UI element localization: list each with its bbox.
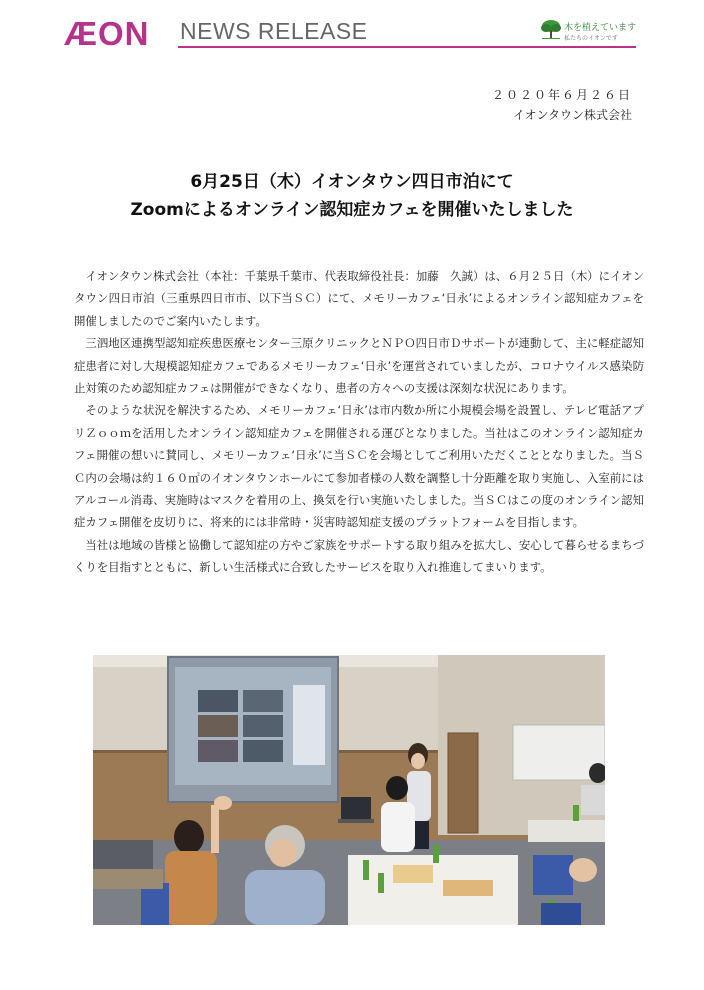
tree-planting-badge: [540, 18, 640, 44]
paragraph-4: 当社は地域の皆様と協働して認知症の方やご家族をサポートする取り組みを拡大し、安心して暮らせるまちづくりを目指すとともに、新しい生活様式に合致したサービスを取り入れ推進してまいります。: [74, 537, 644, 575]
header-divider: [178, 46, 636, 48]
header: [0, 0, 704, 60]
tree-sublabel: 私たちのイオンです: [564, 35, 618, 42]
tree-label: 木を植えています: [564, 23, 637, 33]
release-date: ２０２０年６月２６日: [491, 88, 632, 102]
paragraph-2: 三泗地区連携型認知症疾患医療センター三原クリニックとＮＰＯ四日市Ｄサポートが連動して、主に軽症認知症患者に対し大規模認知症カフェであるメモリーカフェ‘日永’を運営されていましたが、コロナウイルス感染防止対策のため認知症カフェは開催ができなくなり、患者の方々への支援は深刻な状況にあります。: [74, 336, 644, 396]
tree-icon: [540, 18, 562, 40]
company-name: イオンタウン株式会社: [512, 108, 632, 122]
event-photo-illustration: [93, 655, 605, 925]
paragraph-3: そのような状況を解決するため、メモリーカフェ‘日永’は市内数か所に小規模会場を設置し、テレビ電話アプリＺｏｏｍを活用したオンライン認知症カフェを開催される運びとなりました。当社はこのオンライン認知症カフェ開催の想いに賛同し、メモリーカフェ‘日永’に当ＳＣを会場としてご利用いただくこととなりました。当ＳＣ内の会場は約１６０㎡のイオンタウンホールにて参加者様の人数を調整し十分距離を取り実施し、入室前にはアルコール消毒、実施時はマスクを着用の上、換気を行い実施いたしました。当ＳＣはこの度のオンライン認知症カフェ開催を皮切りに、将来的には非常時・災害時認知症支援のプラットフォームを目指します。: [74, 403, 644, 530]
headline-line-2: Zoomによるオンライン認知症カフェを開催いたしました: [130, 200, 574, 220]
paragraph-1: イオンタウン株式会社（本社：千葉県千葉市、代表取締役社長：加藤 久誠）は、６月２５日（木）にイオンタウン四日市泊（三重県四日市市、以下当ＳＣ）にて、メモリーカフェ‘日永’によるオンライン認知症カフェを開催しましたのでご案内いたします。: [74, 269, 644, 328]
event-photo: [93, 655, 605, 925]
body-text: [74, 265, 644, 579]
headline-line-1: 6月25日（木）イオンタウン四日市泊にて: [190, 172, 514, 192]
aeon-logo: ÆON: [64, 15, 150, 52]
news-release-title: NEWS RELEASE: [180, 18, 368, 44]
